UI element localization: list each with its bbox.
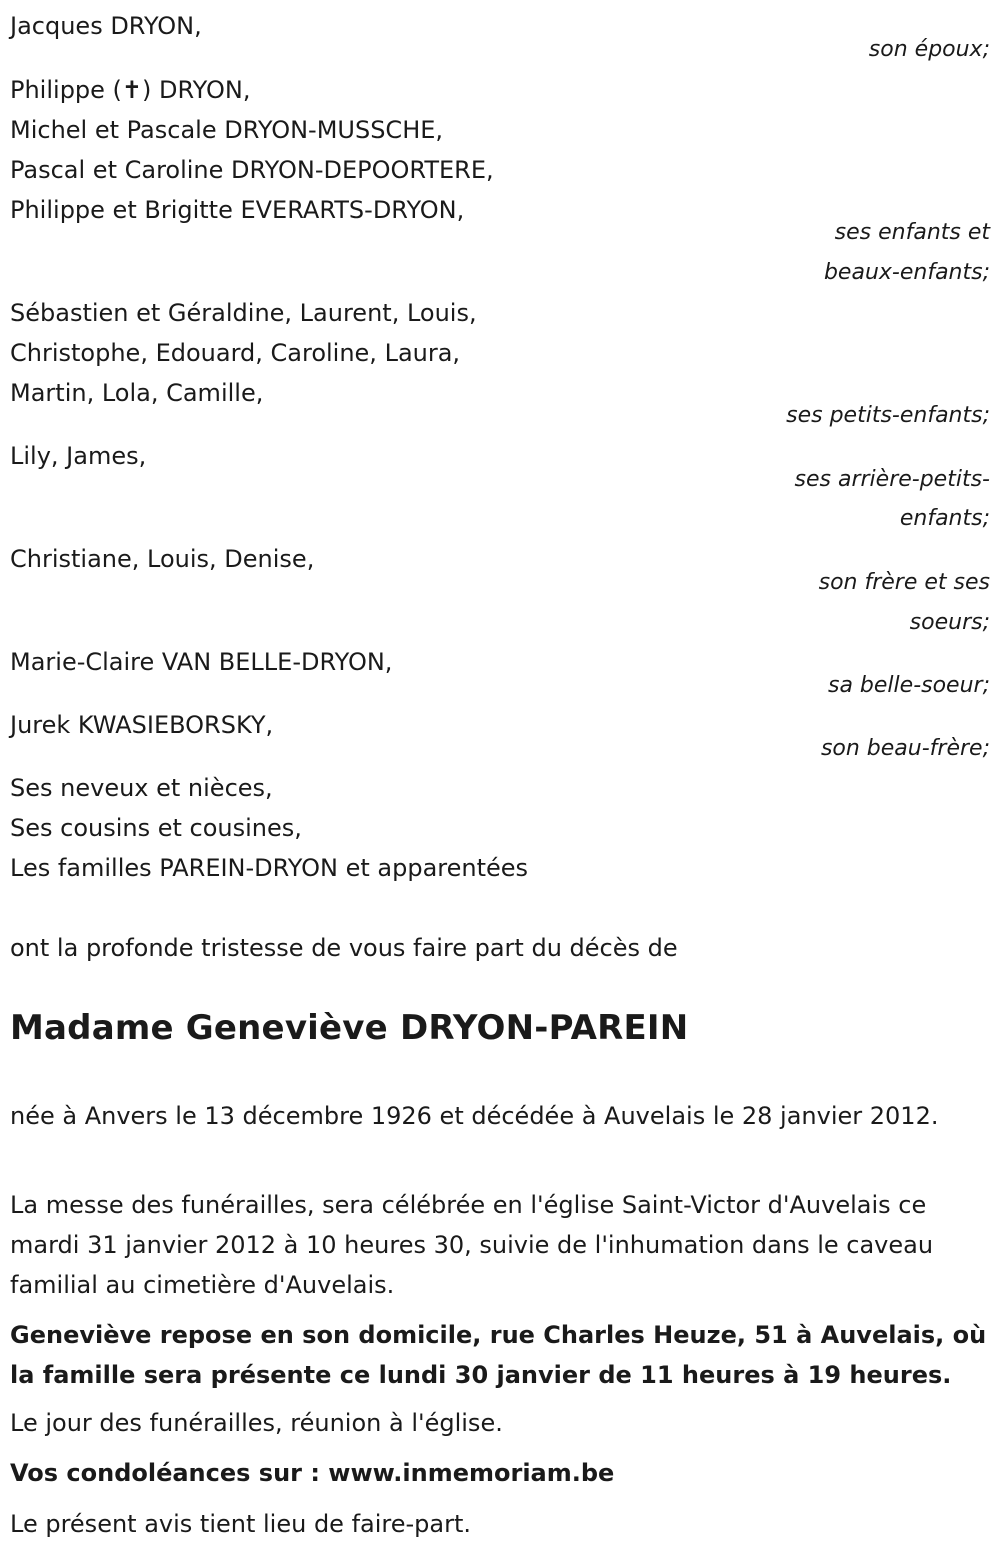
- child-line: Michel et Pascale DRYON-MUSSCHE,: [10, 116, 444, 144]
- role-grandchildren: ses petits-enfants;: [786, 403, 990, 428]
- great-grandchildren: Lily, James,: [10, 442, 147, 470]
- siblings: Christiane, Louis, Denise,: [10, 545, 315, 573]
- other-relatives-line: Les familles PAREIN-DRYON et apparentées: [10, 854, 529, 882]
- deceased-name: Madame Geneviève DRYON-PAREIN: [10, 1008, 689, 1048]
- birth-death-text: née à Anvers le 13 décembre 1926 et décédée à Auvelais le 28 janvier 2012.: [10, 1102, 939, 1130]
- other-relatives-line: Ses cousins et cousines,: [10, 814, 302, 842]
- meeting-text: Le jour des funérailles, réunion à l'église.: [10, 1409, 503, 1437]
- child-line: Pascal et Caroline DRYON-DEPOORTERE,: [10, 156, 494, 184]
- role-children: ses enfants et: [834, 220, 990, 245]
- child-line: Philippe et Brigitte EVERARTS-DRYON,: [10, 196, 465, 224]
- role-great-grandchildren: ses arrière-petits-: [794, 467, 990, 492]
- role-children-cont: beaux-enfants;: [823, 260, 990, 285]
- grandchild-line: Martin, Lola, Camille,: [10, 379, 264, 407]
- role-brother-in-law: son beau-frère;: [820, 736, 990, 761]
- announcement-text: ont la profonde tristesse de vous faire part du décès de: [10, 934, 678, 962]
- role-sister-in-law: sa belle-soeur;: [828, 673, 990, 698]
- viewing-text: Geneviève repose en son domicile, rue Charles Heuze, 51 à Auvelais, où la famille sera présente ce lundi 30 janvier de 11 heures à 19 heures.: [10, 1321, 987, 1389]
- closing-text: Le présent avis tient lieu de faire-part.: [10, 1510, 472, 1538]
- spouse-name: Jacques DRYON,: [10, 12, 202, 40]
- sister-in-law: Marie-Claire VAN BELLE-DRYON,: [10, 648, 393, 676]
- funeral-mass-text: La messe des funérailles, sera célébrée en l'église Saint-Victor d'Auvelais ce mardi 31 janvier 2012 à 10 heures 30, suivie de l'inhumation dans le caveau familial au cimetière d'Auvelais.: [10, 1191, 934, 1299]
- role-siblings: son frère et ses: [818, 570, 990, 595]
- other-relatives-line: Ses neveux et nièces,: [10, 774, 273, 802]
- role-spouse: son époux;: [868, 37, 990, 62]
- grandchild-line: Sébastien et Géraldine, Laurent, Louis,: [10, 299, 477, 327]
- role-siblings-cont: soeurs;: [909, 610, 990, 635]
- role-great-grandchildren-cont: enfants;: [899, 506, 990, 531]
- child-line: Philippe (✝) DRYON,: [10, 76, 251, 104]
- brother-in-law: Jurek KWASIEBORSKY,: [10, 711, 274, 739]
- grandchild-line: Christophe, Edouard, Caroline, Laura,: [10, 339, 461, 367]
- condolences-text: Vos condoléances sur : www.inmemoriam.be: [10, 1459, 615, 1487]
